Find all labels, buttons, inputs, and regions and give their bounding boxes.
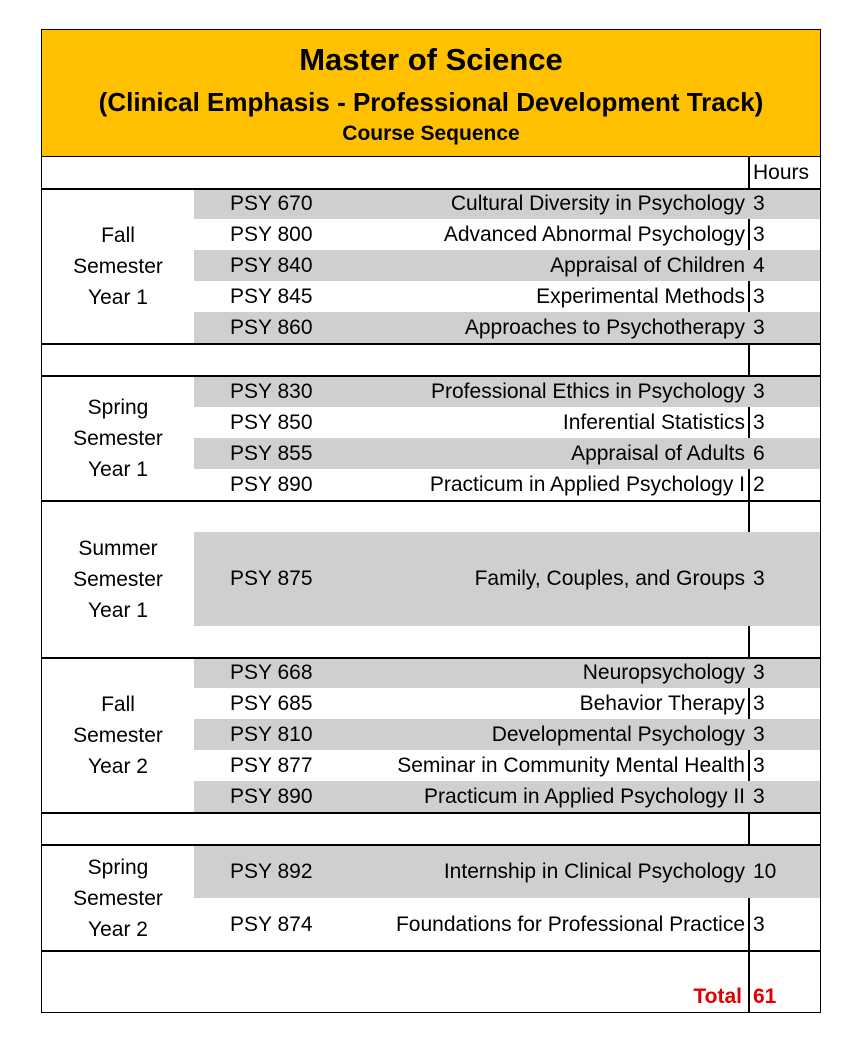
course-code: PSY 890	[230, 784, 313, 808]
row-separator	[42, 188, 820, 190]
course-title: Neuropsychology	[582, 660, 745, 684]
course-row	[194, 469, 820, 500]
course-hours: 3	[753, 191, 765, 215]
course-code: PSY 845	[230, 284, 313, 308]
semester-label-line: Semester	[73, 427, 163, 450]
row-separator	[42, 812, 820, 814]
course-hours: 3	[753, 660, 765, 684]
course-title: Inferential Statistics	[562, 410, 745, 434]
course-title: Practicum in Applied Psychology II	[424, 784, 745, 808]
course-hours: 3	[753, 567, 765, 590]
total-value: 61	[753, 985, 777, 1008]
semester-label	[42, 220, 194, 313]
course-row	[194, 312, 820, 343]
course-code: PSY 860	[230, 315, 313, 339]
row-separator	[42, 375, 820, 377]
course-row	[194, 845, 820, 898]
row-separator	[42, 343, 820, 345]
semester-label-line: Semester	[73, 255, 163, 278]
course-title: Professional Ethics in Psychology	[431, 379, 745, 403]
course-row	[194, 438, 820, 469]
course-code: PSY 840	[230, 253, 313, 277]
course-sequence-table	[41, 29, 821, 1013]
course-code: PSY 670	[230, 191, 313, 215]
course-hours: 3	[753, 315, 765, 339]
course-code: PSY 855	[230, 441, 313, 465]
total-label: Total	[693, 985, 742, 1008]
hours-column-header: Hours	[753, 161, 810, 184]
semester-label-line: Year 1	[88, 599, 148, 622]
course-title: Practicum in Applied Psychology I	[429, 472, 745, 496]
course-hours: 3	[753, 379, 765, 403]
course-hours: 3	[753, 753, 765, 777]
semester-label-line: Semester	[73, 887, 163, 910]
row-separator	[42, 844, 820, 846]
course-title: Appraisal of Children	[550, 253, 745, 277]
semester-label	[42, 533, 194, 626]
semester-label	[42, 392, 194, 485]
course-code: PSY 877	[230, 753, 313, 777]
course-row	[194, 781, 820, 812]
course-title: Seminar in Community Mental Health	[397, 753, 745, 777]
course-title: Behavior Therapy	[579, 691, 745, 715]
semester-label-line: Spring	[87, 856, 149, 879]
course-code: PSY 800	[230, 222, 313, 246]
course-hours: 3	[753, 784, 765, 808]
course-title: Family, Couples, and Groups	[474, 567, 745, 590]
row-separator	[42, 500, 820, 502]
page-subtitle: (Clinical Emphasis - Professional Development Track)	[98, 87, 764, 117]
course-title: Developmental Psychology	[491, 722, 745, 746]
course-code: PSY 668	[230, 660, 313, 684]
course-row	[194, 898, 820, 951]
semester-label-line: Year 1	[88, 286, 148, 309]
course-code: PSY 850	[230, 410, 313, 434]
course-row	[194, 719, 820, 750]
semester-label-line: Summer	[78, 537, 158, 560]
course-hours: 3	[753, 722, 765, 746]
course-row	[194, 376, 820, 407]
course-hours: 4	[753, 253, 765, 277]
course-hours: 3	[753, 222, 765, 246]
page-title: Master of Science	[299, 42, 563, 77]
course-row	[194, 281, 820, 312]
course-hours: 3	[753, 284, 765, 308]
course-title: Foundations for Professional Practice	[395, 912, 745, 936]
title-block	[42, 30, 820, 157]
course-title: Approaches to Psychotherapy	[464, 315, 745, 339]
course-title: Internship in Clinical Psychology	[443, 859, 745, 883]
semester-label	[42, 689, 194, 782]
semester-label-line: Fall	[101, 224, 135, 247]
course-code: PSY 685	[230, 691, 313, 715]
course-row	[194, 188, 820, 219]
course-code: PSY 830	[230, 379, 313, 403]
semester-label-line: Year 2	[88, 918, 148, 941]
course-title: Advanced Abnormal Psychology	[443, 222, 745, 246]
course-title: Appraisal of Adults	[571, 441, 745, 465]
course-code: PSY 892	[230, 859, 313, 883]
course-title: Cultural Diversity in Psychology	[450, 191, 745, 215]
course-hours: 3	[753, 691, 765, 715]
course-hours: 3	[753, 410, 765, 434]
semester-label-line: Semester	[73, 724, 163, 747]
course-code: PSY 875	[230, 567, 313, 590]
course-hours: 6	[753, 441, 765, 465]
course-row	[194, 407, 820, 438]
semester-label-line: Semester	[73, 568, 163, 591]
semester-label	[42, 852, 194, 945]
course-row	[194, 250, 820, 281]
page-caption: Course Sequence	[342, 122, 520, 145]
course-row	[194, 750, 820, 781]
row-separator	[42, 950, 820, 952]
course-code: PSY 874	[230, 912, 313, 936]
semester-label-line: Fall	[101, 693, 135, 716]
row-separator	[42, 657, 820, 659]
course-row	[194, 688, 820, 719]
semester-label-line: Year 1	[88, 458, 148, 481]
course-code: PSY 810	[230, 722, 313, 746]
course-row	[194, 532, 820, 626]
course-code: PSY 890	[230, 472, 313, 496]
course-row	[194, 657, 820, 688]
semester-label-line: Spring	[87, 396, 149, 419]
course-hours: 10	[753, 859, 777, 883]
course-hours: 3	[753, 912, 765, 936]
semester-label-line: Year 2	[88, 755, 148, 778]
course-title: Experimental Methods	[536, 284, 745, 308]
course-hours: 2	[753, 472, 765, 496]
course-row	[194, 219, 820, 250]
